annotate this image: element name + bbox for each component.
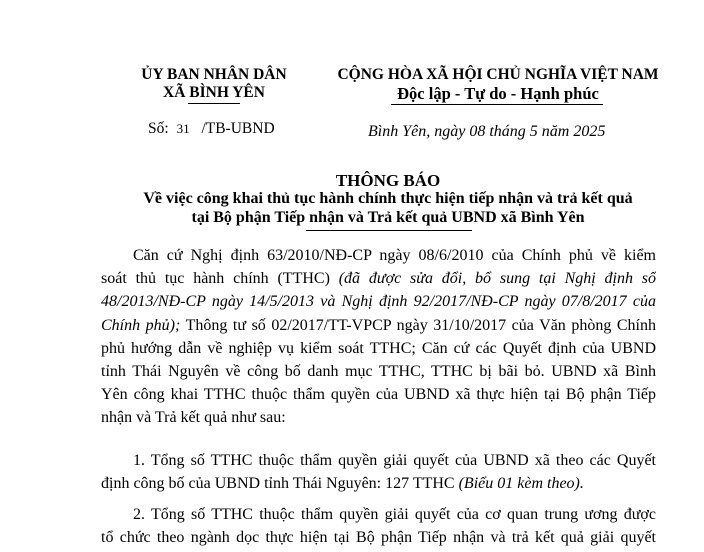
- document-title: THÔNG BÁO: [335, 171, 441, 190]
- para2-line2-text: định công bố của UBND tỉnh Thái Nguyên: 127 TTHC: [101, 475, 455, 493]
- document-subject-line2: tại Bộ phận Tiếp nhận và Trả kết quả UBND xã Bình Yên: [191, 209, 585, 226]
- title-underline: [306, 230, 472, 231]
- para2-line2: [101, 472, 656, 495]
- issuing-authority: ỦY BAN NHÂN DÂN: [141, 66, 287, 83]
- doc-number-prefix: Số:: [148, 120, 169, 137]
- document-number: [148, 120, 275, 138]
- paragraph-item-1: [101, 449, 656, 495]
- para2-line1: 1. Tổng số TTHC thuộc thẩm quyền giải quyết của UBND xã theo các Quyết: [133, 452, 656, 469]
- document-subject-line1: Về việc công khai thủ tục hành chính thực hiện tiếp nhận và trả kết quả: [143, 190, 633, 207]
- national-motto: Độc lập - Tự do - Hạnh phúc: [397, 84, 599, 103]
- para1-line2-text: soát thủ tục hành chính (TTHC): [101, 270, 330, 288]
- para1-line4: [101, 314, 656, 337]
- para1-line4-italic: Chính phủ);: [101, 316, 181, 334]
- nation-name: CỘNG HÒA XÃ HỘI CHỦ NGHĨA VIỆT NAM: [337, 66, 659, 83]
- para1-line2-italic: (đã được sửa đổi, bổ sung tại Nghị định số: [338, 270, 656, 288]
- para1-line6: tỉnh Thái Nguyên về công bố danh mục TTHC, TTHC bị bãi bỏ. UBND xã Bình: [101, 362, 656, 380]
- place-and-date: Bình Yên, ngày 08 tháng 5 năm 2025: [368, 123, 606, 140]
- para3-line1: 2. Tổng số TTHC thuộc thẩm quyền giải quyết của cơ quan trung ương được: [133, 506, 656, 523]
- para2-line2-italic: (Biểu 01 kèm theo).: [458, 475, 584, 493]
- para3-line2: tổ chức theo ngành dọc thực hiện tại Bộ phận Tiếp nhận và trả kết quả giải quyết: [101, 529, 656, 547]
- para1-line4-text: Thông tư số 02/2017/TT-VPCP ngày 31/10/2017 của Văn phòng Chính: [185, 316, 656, 334]
- para1-line2: [101, 267, 656, 290]
- motto-underline: [391, 104, 603, 105]
- authority-underline: [188, 103, 240, 104]
- para1-line1: Căn cứ Nghị định 63/2010/NĐ-CP ngày 08/6/2010 của Chính phủ về kiểm: [133, 247, 656, 264]
- paragraph-item-2: [101, 503, 656, 549]
- paragraph-legal-basis: [101, 244, 656, 430]
- doc-number-suffix: /TB-UBND: [201, 120, 275, 137]
- para1-line7: Yên công khai TTHC thuộc thẩm quyền của UBND xã thực hiện tại Bộ phận Tiếp: [101, 386, 656, 404]
- para1-line3: 48/2013/NĐ-CP ngày 14/5/2013 và Nghị định 92/2017/NĐ-CP ngày 07/8/2017 của: [101, 293, 656, 311]
- para1-line5: phủ hướng dẫn về nghiệp vụ kiểm soát TTHC; Căn cứ các Quyết định của UBND: [101, 339, 656, 357]
- doc-number-value: 31: [176, 121, 190, 136]
- issuing-commune: XÃ BÌNH YÊN: [163, 84, 265, 101]
- para1-line8: nhận và Trả kết quả như sau:: [101, 409, 286, 427]
